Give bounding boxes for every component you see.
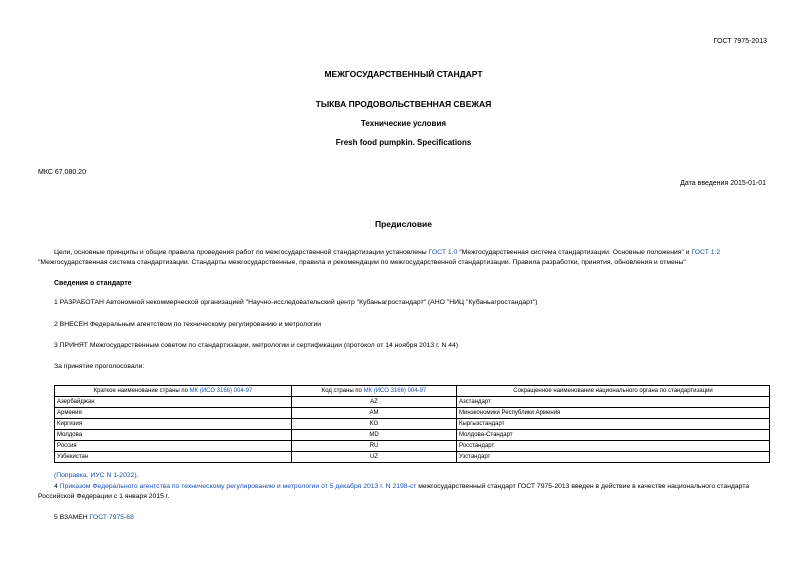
voting-table (54, 385, 770, 463)
body-cell: Кыргызстандарт (457, 419, 770, 430)
info-item-replaces (54, 514, 134, 521)
voted-label: За принятие проголосовали: (54, 363, 145, 370)
info-item-adopted: 3 ПРИНЯТ Межгосударственным советом по стандартизации, метрологии и сертификации (протокол от 14 ноября 2013 г. N 44) (54, 342, 459, 349)
text: межгосударственный стандарт ГОСТ 7975-2013 введен в действие в качестве национального стандарта Российской Федерации с 1 января 2015 г. (38, 483, 750, 500)
order-link[interactable]: Приказом Федерального агентства по техническому регулированию и метрологии от 5 декабря 2013 г. N 2198-ст (59, 483, 417, 490)
body-cell: Росстандарт (457, 441, 770, 452)
table-row (55, 419, 770, 430)
gost-1-2-link[interactable]: ГОСТ 1.2 (691, 249, 721, 256)
info-item-developed: 1 РАЗРАБОТАН Автономной некоммерческой организацией "Научно-исследовательский центр "Кубаньагростандарт" (АНО "НИЦ "Кубаньагростандарт") (54, 299, 538, 306)
country-cell: Узбекистан (55, 452, 292, 463)
intro-date: Дата введения 2015-01-01 (680, 180, 766, 187)
text: Краткое наименование страны по (93, 388, 190, 394)
body-cell: Молдова-Стандарт (457, 430, 770, 441)
text: "Межгосударственная система стандартизации. Стандарты межгосударственные, правила и рекомендации по межгосударственной стандартизации. Правила разработки, принятия, обновления и отмены" (38, 259, 686, 266)
mks-code: МКС 67.080.20 (38, 169, 86, 176)
text: Код страны по (321, 388, 364, 394)
table-row (55, 441, 770, 452)
gost-7975-68-link[interactable]: ГОСТ 7975-68 (89, 514, 134, 521)
info-item-enacted (38, 482, 769, 502)
code-cell: UZ (292, 452, 457, 463)
mk-iso-link[interactable]: МК (ИСО 3166) 004-97 (363, 388, 427, 394)
body-cell: Минэкономики Республики Армения (457, 408, 770, 419)
foreword-heading: Предисловие (374, 219, 433, 229)
text: 5 ВЗАМЕН (54, 514, 90, 521)
table-row (55, 452, 770, 463)
code-cell: RU (292, 441, 457, 452)
body-cell: Узстандарт (457, 452, 770, 463)
table-row (55, 397, 770, 408)
country-cell: Молдова (55, 430, 292, 441)
country-cell: Армения (55, 408, 292, 419)
gost-1-0-link[interactable]: ГОСТ 1.0 (428, 249, 458, 256)
text: "Межгосударственная система стандартизации. Основные положения" и (457, 249, 692, 256)
amendment-note (54, 472, 139, 479)
standard-type: МЕЖГОСУДАРСТВЕННЫЙ СТАНДАРТ (324, 69, 483, 79)
document-title: ТЫКВА ПРОДОВОЛЬСТВЕННАЯ СВЕЖАЯ (315, 99, 492, 109)
text: 4 (54, 483, 60, 490)
document-code: ГОСТ 7975-2013 (713, 38, 767, 45)
country-cell: Россия (55, 441, 292, 452)
text: . (136, 472, 139, 479)
column-header-body: Сокращенное наименование национального органа по стандартизации (457, 386, 770, 397)
mk-iso-link[interactable]: МК (ИСО 3166) 004-97 (189, 388, 253, 394)
table-row (55, 408, 770, 419)
amendment-link[interactable]: (Поправка. ИУС N 1-2022) (54, 472, 137, 479)
table-row (55, 430, 770, 441)
country-cell: Киргизия (55, 419, 292, 430)
info-item-submitted: 2 ВНЕСЕН Федеральным агентством по техническому регулированию и метрологии (54, 321, 322, 328)
column-header-country (55, 386, 292, 397)
code-cell: AM (292, 408, 457, 419)
code-cell: MD (292, 430, 457, 441)
text: Цели, основные принципы и общие правила проведения работ по межгосударственной стандартизации установлены (54, 249, 429, 256)
foreword-paragraph (38, 248, 769, 268)
info-heading: Сведения о стандарте (54, 280, 132, 287)
document-subtitle: Технические условия (360, 119, 447, 128)
country-cell: Азербайджан (55, 397, 292, 408)
column-header-code (292, 386, 457, 397)
table-header-row (55, 386, 770, 397)
code-cell: KG (292, 419, 457, 430)
code-cell: AZ (292, 397, 457, 408)
document-title-en: Fresh food pumpkin. Specifications (335, 138, 472, 147)
body-cell: Азстандарт (457, 397, 770, 408)
